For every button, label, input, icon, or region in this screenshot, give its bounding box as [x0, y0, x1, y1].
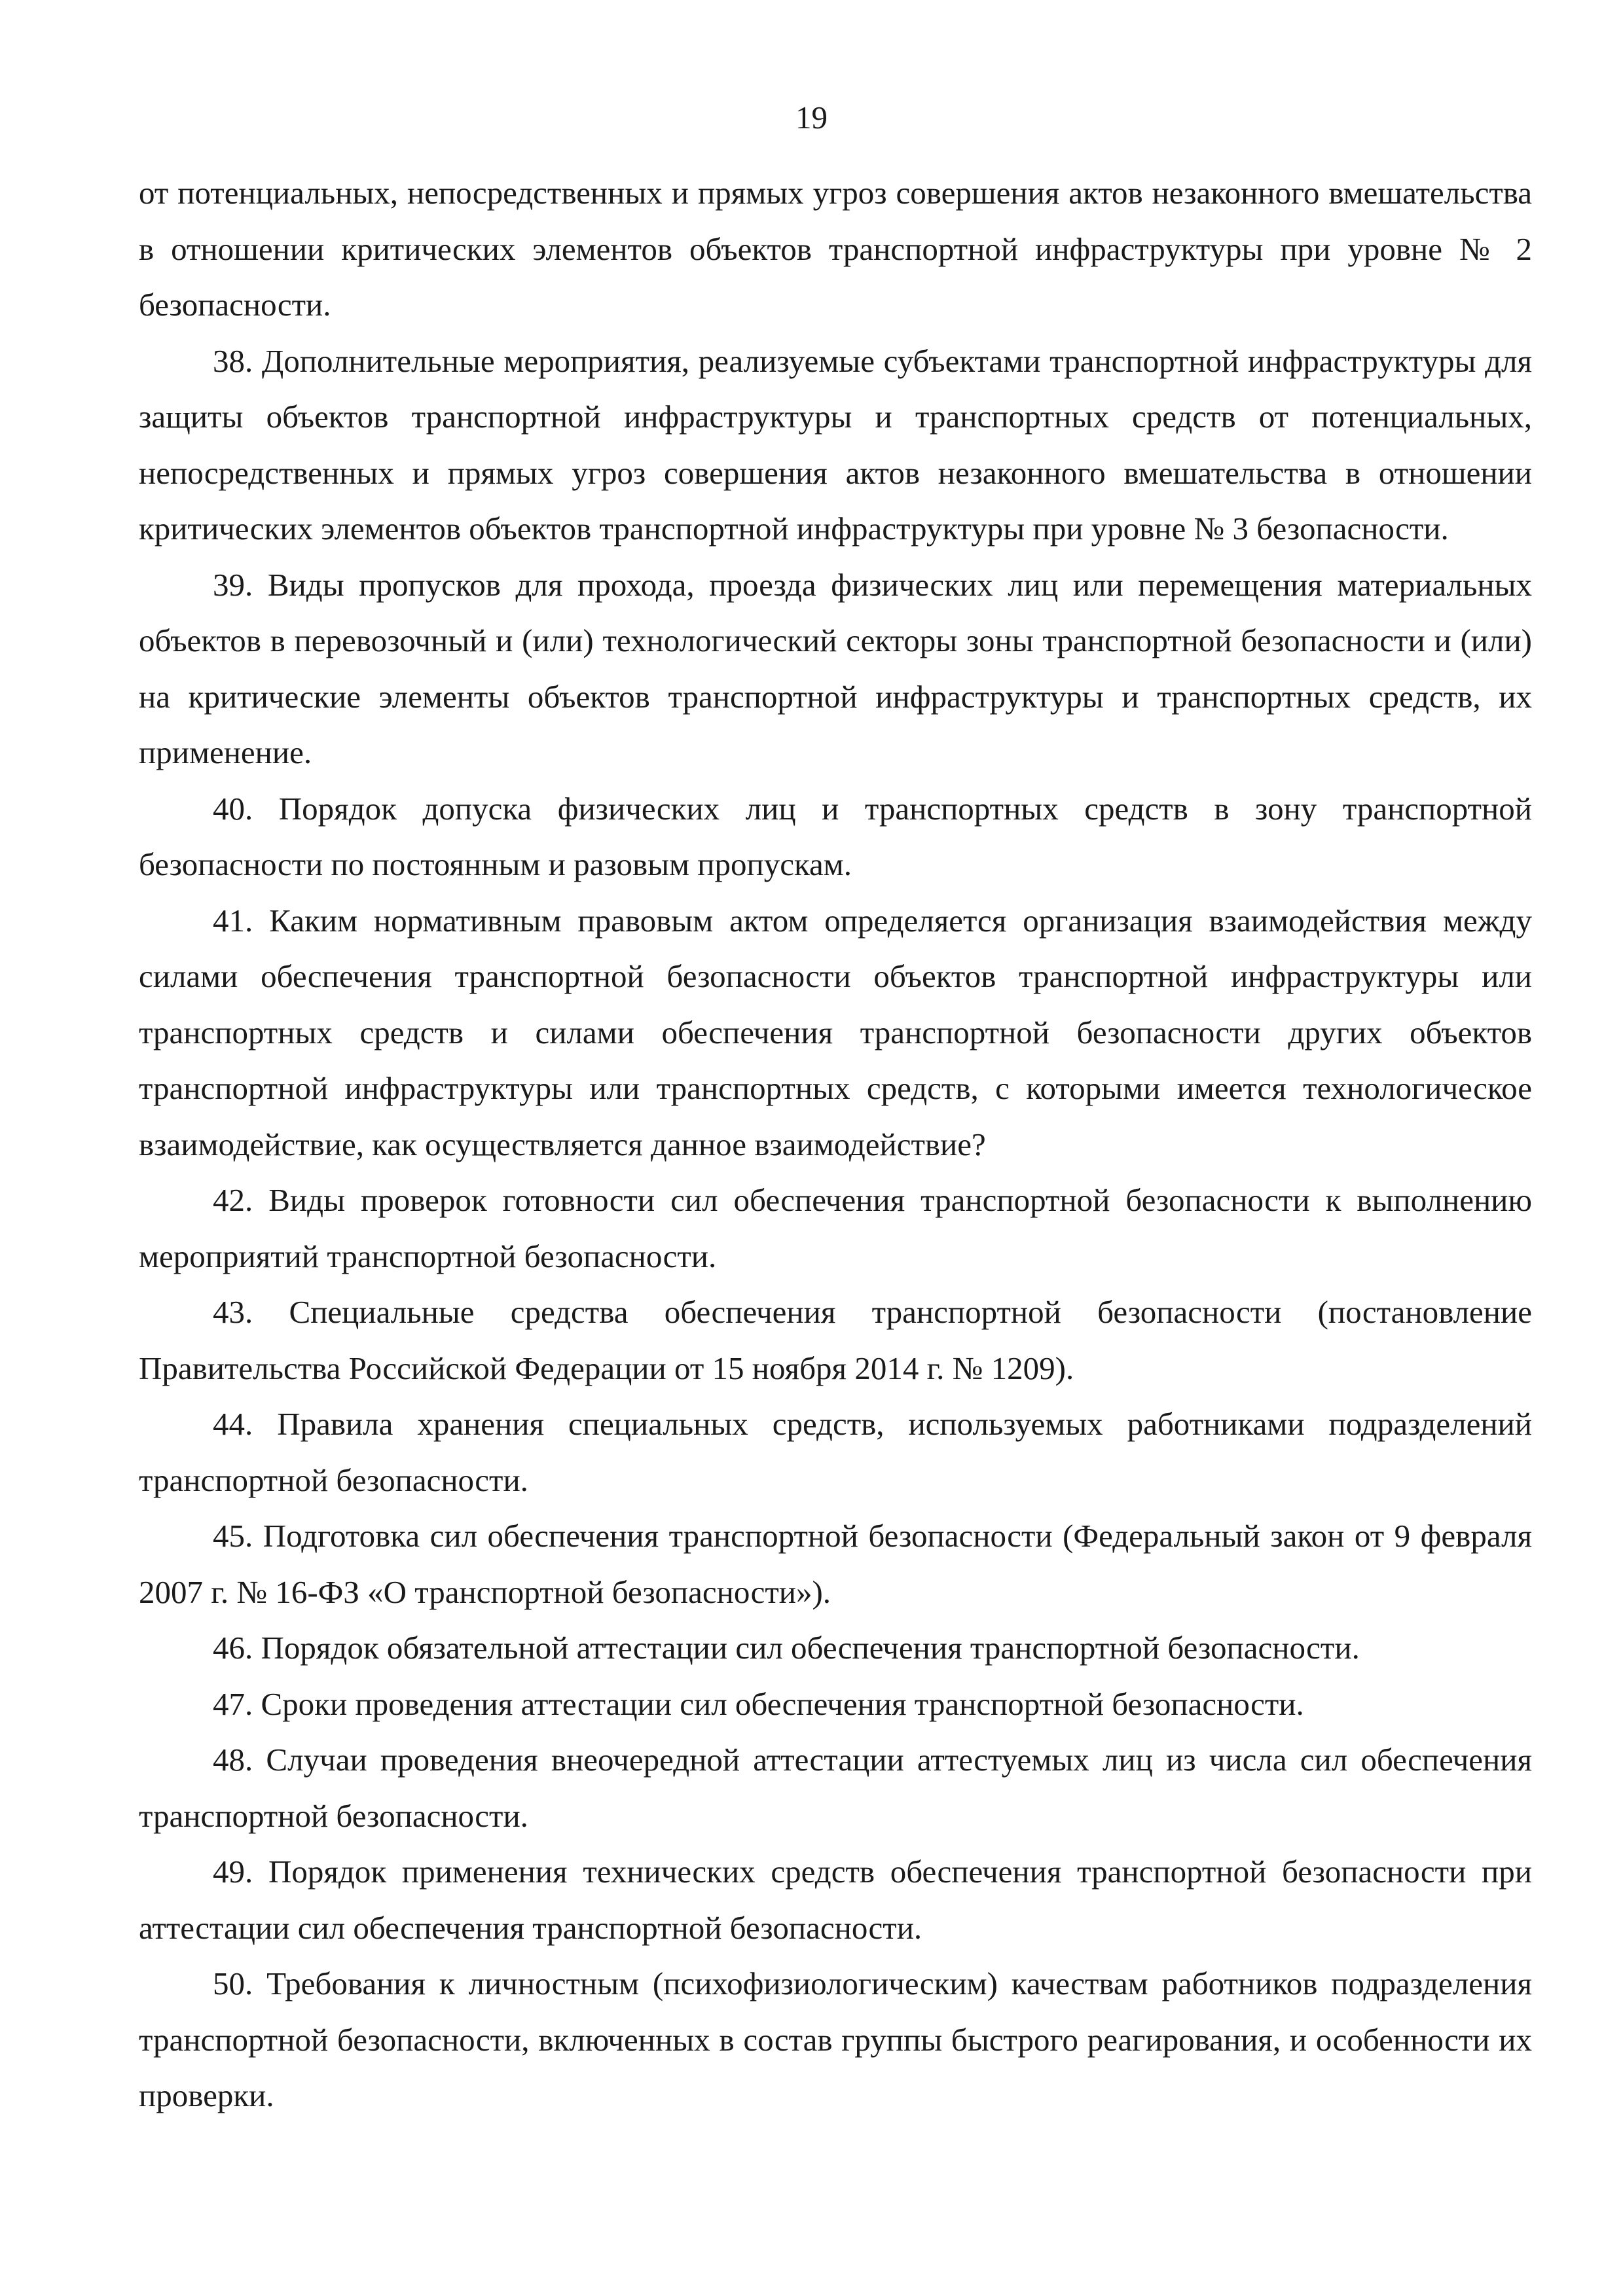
paragraph-item-46: 46. Порядок обязательной аттестации сил обеспечения транспортной безопасности. [213, 1630, 1360, 1666]
document-body [139, 165, 1532, 2124]
paragraph-item-42: 42. Виды проверок готовности сил обеспечения транспортной безопасности к выполнению мероприятий транспортной безопасности. [139, 1182, 1532, 1274]
paragraph-item-44: 44. Правила хранения специальных средств, используемых работниками подразделений транспортной безопасности. [139, 1406, 1532, 1498]
paragraph-item-39: 39. Виды пропусков для прохода, проезда физических лиц или перемещения материальных объектов в перевозочный и (или) технологический секторы зоны транспортной безопасности и (или) на критические элементы объектов транспортной инфраструктуры и транспортных средств, их применение. [139, 566, 1532, 770]
paragraph-item-50: 50. Требования к личностным (психофизиологическим) качествам работников подразделения транспортной безопасности, включенных в состав группы быстрого реагирования, и особенности их проверки. [139, 1965, 1532, 2113]
paragraph-item-47: 47. Сроки проведения аттестации сил обеспечения транспортной безопасности. [213, 1685, 1304, 1722]
page-number: 19 [795, 99, 828, 135]
paragraph-item-48: 48. Случаи проведения внеочередной аттестации аттестуемых лиц из числа сил обеспечения транспортной безопасности. [139, 1742, 1532, 1834]
paragraph-item-45: 45. Подготовка сил обеспечения транспортной безопасности (Федеральный закон от 9 февраля 2007 г. № 16-ФЗ «О транспортной безопасности»). [139, 1518, 1532, 1610]
paragraph-item-43: 43. Специальные средства обеспечения транспортной безопасности (постановление Правительства Российской Федерации от 15 ноября 2014 г. № 1209). [139, 1294, 1532, 1386]
paragraph-item-41: 41. Каким нормативным правовым актом определяется организация взаимодействия между силами обеспечения транспортной безопасности объектов транспортной инфраструктуры или транспортных средств и силами обеспечения транспортной безопасности других объектов транспортной инфраструктуры или транспортных средств, с которыми имеется технологическое взаимодействие, как осуществляется данное взаимодействие? [139, 902, 1532, 1162]
paragraph-item-49: 49. Порядок применения технических средств обеспечения транспортной безопасности при аттестации сил обеспечения транспортной безопасности. [139, 1854, 1532, 1946]
paragraph-item-40: 40. Порядок допуска физических лиц и транспортных средств в зону транспортной безопасности по постоянным и разовым пропускам. [139, 790, 1532, 882]
paragraph-item-38: 38. Дополнительные мероприятия, реализуемые субъектами транспортной инфраструктуры для защиты объектов транспортной инфраструктуры и транспортных средств от потенциальных, непосредственных и прямых угроз совершения актов незаконного вмешательства в отношении критических элементов объектов транспортной инфраструктуры при уровне № 3 безопасности. [139, 342, 1532, 547]
paragraph-continuation: от потенциальных, непосредственных и прямых угроз совершения актов незаконного вмешательства в отношении критических элементов объектов транспортной инфраструктуры при уровне № 2 безопасности. [139, 175, 1532, 323]
